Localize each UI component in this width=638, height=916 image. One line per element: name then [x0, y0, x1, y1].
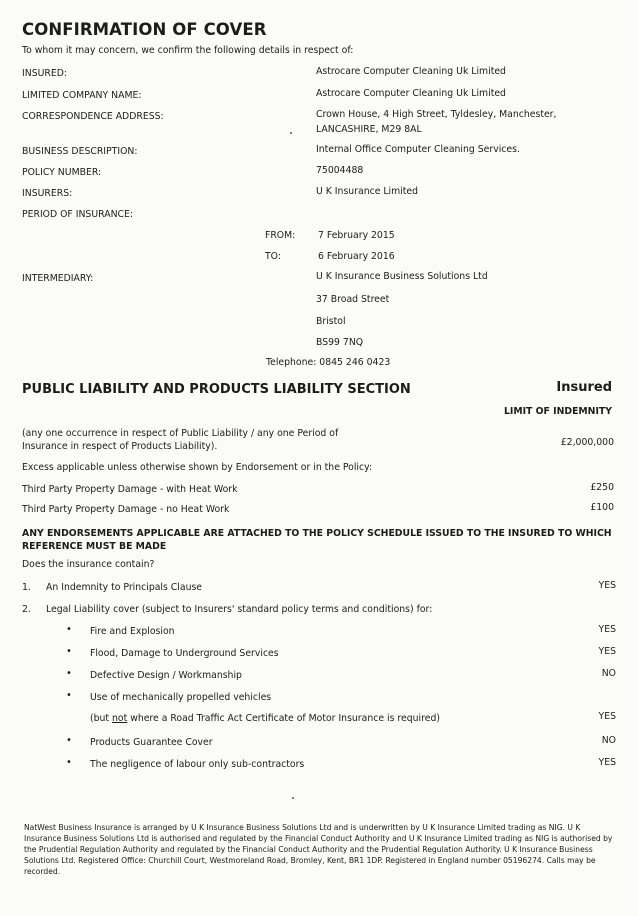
- underlined-not: not: [112, 713, 128, 724]
- insured-label: INSURED:: [22, 68, 68, 79]
- excess-label: Third Party Property Damage - no Heat Work: [22, 504, 230, 515]
- limit-value: £2,000,000: [560, 437, 614, 448]
- period-from-value: 7 February 2015: [318, 230, 395, 241]
- question-text: Does the insurance contain?: [22, 559, 155, 570]
- period-to-value: 6 February 2016: [318, 251, 395, 262]
- scan-speck: [290, 132, 292, 134]
- intermediary-line: U K Insurance Business Solutions Ltd: [316, 271, 488, 282]
- bullet-answer: YES: [598, 757, 616, 768]
- bullet-answer: NO: [601, 735, 616, 746]
- intro-text: To whom it may concern, we confirm the following details in respect of:: [22, 45, 354, 56]
- policy-number-value: 75004488: [316, 165, 364, 176]
- excess-intro: Excess applicable unless otherwise shown by Endorsement or in the Policy:: [22, 462, 373, 473]
- intermediary-telephone: Telephone: 0845 246 0423: [266, 357, 391, 368]
- item-number: 2.: [22, 604, 31, 615]
- item-text: Legal Liability cover (subject to Insurers' standard policy terms and conditions) for:: [46, 604, 433, 615]
- section-title: PUBLIC LIABILITY AND PRODUCTS LIABILITY SECTION: [22, 382, 411, 397]
- bullet-icon: •: [66, 757, 72, 768]
- item-text: An Indemnity to Principals Clause: [46, 582, 203, 593]
- insurers-value: U K Insurance Limited: [316, 186, 419, 197]
- intermediary-line: 37 Broad Street: [316, 294, 390, 305]
- endorsement-note-line2: REFERENCE MUST BE MADE: [22, 541, 167, 552]
- bullet-text: Use of mechanically propelled vehicles: [90, 692, 272, 703]
- bullet-icon: •: [66, 690, 72, 701]
- period-label: PERIOD OF INSURANCE:: [22, 209, 134, 220]
- page-title: CONFIRMATION OF COVER: [22, 20, 267, 39]
- company-name-value: Astrocare Computer Cleaning Uk Limited: [316, 88, 506, 99]
- insurers-label: INSURERS:: [22, 188, 73, 199]
- bullet-text: The negligence of labour only sub-contractors: [90, 759, 305, 770]
- scan-speck: [292, 797, 294, 799]
- endorsement-note-line1: ANY ENDORSEMENTS APPLICABLE ARE ATTACHED TO THE POLICY SCHEDULE ISSUED TO THE INSURED TO WHICH: [22, 528, 612, 539]
- insured-column-heading: Insured: [556, 380, 612, 395]
- business-description-value: Internal Office Computer Cleaning Services.: [316, 144, 520, 155]
- period-to-label: TO:: [265, 251, 281, 262]
- intermediary-line: Bristol: [316, 316, 346, 327]
- bullet-answer: YES: [598, 646, 616, 657]
- business-description-label: BUSINESS DESCRIPTION:: [22, 146, 138, 157]
- company-name-label: LIMITED COMPANY NAME:: [22, 90, 142, 101]
- excess-value: £100: [590, 502, 614, 513]
- period-from-label: FROM:: [265, 230, 296, 241]
- intermediary-line: BS99 7NQ: [316, 337, 364, 348]
- excess-value: £250: [590, 482, 614, 493]
- bullet-text: Fire and Explosion: [90, 626, 175, 637]
- footer-disclaimer: NatWest Business Insurance is arranged by U K Insurance Business Solutions Ltd and is underwritten by U K Insurance Limited trading as NIG. U K Insurance Business Solutions Ltd is authorised and regulated by the Financial Conduct Authority and U K Insurance Limited trading as NIG is authorised by the Prudential Regulation Authority and regulated by the Financial Conduct Authority and the Prudential Regulation Authority. U K Insurance Business Solutions Ltd. Registered Office: Churchill Court, Westmoreland Road, Bromley, Kent, BR1 1DP. Registered in England number 05196274. Calls may be recorded.: [24, 823, 613, 876]
- bullet-text: Flood, Damage to Underground Services: [90, 648, 279, 659]
- policy-number-label: POLICY NUMBER:: [22, 167, 102, 178]
- bullet-answer: YES: [598, 711, 616, 722]
- limit-description-line1: (any one occurrence in respect of Public Liability / any one Period of: [22, 428, 339, 439]
- address-value-line2: LANCASHIRE, M29 8AL: [316, 124, 422, 135]
- bullet-answer: YES: [598, 624, 616, 635]
- excess-label: Third Party Property Damage - with Heat Work: [22, 484, 238, 495]
- insured-value: Astrocare Computer Cleaning Uk Limited: [316, 66, 506, 77]
- bullet-icon: •: [66, 646, 72, 657]
- bullet-text: Products Guarantee Cover: [90, 737, 213, 748]
- bullet-answer: NO: [601, 668, 616, 679]
- address-value-line1: Crown House, 4 High Street, Tyldesley, Manchester,: [316, 109, 557, 120]
- address-label: CORRESPONDENCE ADDRESS:: [22, 111, 164, 122]
- bullet-icon: •: [66, 735, 72, 746]
- limit-description-line2: Insurance in respect of Products Liability).: [22, 441, 218, 452]
- bullet-icon: •: [66, 624, 72, 635]
- bullet-icon: •: [66, 668, 72, 679]
- bullet-text: Defective Design / Workmanship: [90, 670, 242, 681]
- bullet-text-continuation: (but not where a Road Traffic Act Certificate of Motor Insurance is required): [90, 713, 440, 724]
- limit-of-indemnity-heading: LIMIT OF INDEMNITY: [503, 406, 612, 417]
- item-number: 1.: [22, 582, 31, 593]
- item-answer: YES: [598, 580, 616, 591]
- intermediary-label: INTERMEDIARY:: [22, 273, 94, 284]
